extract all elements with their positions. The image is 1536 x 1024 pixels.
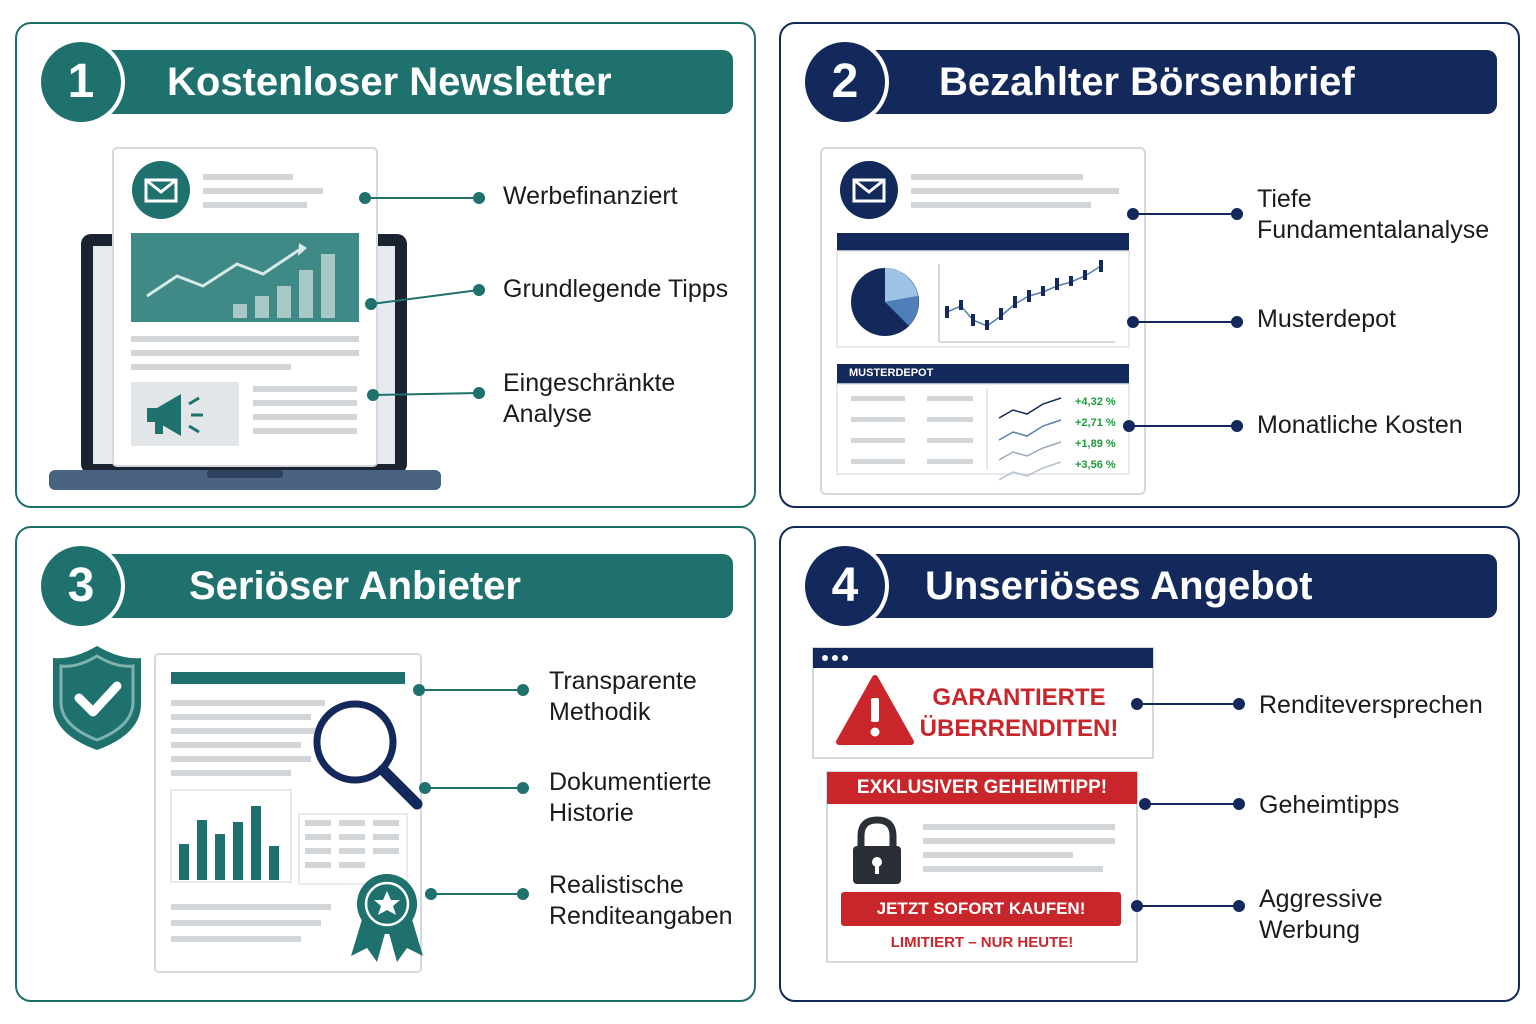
ad-headline [911, 682, 1127, 744]
headline-line: GARANTIERTE [932, 684, 1106, 711]
panel-title: Kostenloser Newsletter [77, 50, 733, 114]
step-number-badge [801, 38, 889, 126]
buy-now-button-label[interactable]: JETZT SOFORT KAUFEN! [876, 899, 1086, 918]
feature-label: Renditeversprechen [1259, 691, 1483, 719]
feature-label: Transparente Methodik [549, 667, 697, 726]
depot-header-label: MUSTERDEPOT [849, 367, 934, 379]
step-number: 1 [41, 42, 121, 122]
feature-label: Grundlegende Tipps [503, 275, 729, 303]
depot-returns [1075, 392, 1116, 476]
mail-icon [840, 161, 898, 219]
feature-label: Tiefe Fundamentalanalyse [1257, 185, 1490, 244]
headline-line: ÜBERRENDITEN! [919, 715, 1119, 742]
panel-reputable-provider [15, 526, 756, 1002]
panel-paid-letter [779, 22, 1520, 508]
limited-offer-text: LIMITIERT – NUR HEUTE! [890, 934, 1074, 951]
shield-check-icon [53, 646, 141, 750]
connectors [414, 685, 528, 899]
panel-title: Unseriöses Angebot [841, 554, 1497, 618]
step-number: 2 [805, 42, 885, 122]
feature-label: Aggressive Werbung [1259, 885, 1383, 944]
step-number: 4 [805, 546, 885, 626]
feature-label: Eingeschränkte Analyse [503, 369, 676, 428]
mail-icon [132, 161, 190, 219]
return-value: +3,56 % [1075, 459, 1116, 471]
feature-label: Werbefinanziert [503, 182, 678, 210]
panel-title: Seriöser Anbieter [77, 554, 733, 618]
feature-label: Monatliche Kosten [1257, 411, 1463, 439]
step-number-badge [801, 542, 889, 630]
feature-label: Dokumentierte Historie [549, 768, 712, 827]
return-value: +2,71 % [1075, 417, 1116, 429]
return-value: +1,89 % [1075, 438, 1116, 450]
step-number-badge [37, 38, 125, 126]
feature-label: Realistische Renditeangaben [549, 871, 733, 930]
panel-dubious-offer [779, 526, 1520, 1002]
step-number-badge [37, 542, 125, 630]
secret-tip-banner: EXKLUSIVER GEHEIMTIPP! [856, 777, 1108, 798]
return-value: +4,32 % [1075, 396, 1116, 408]
feature-label: Musterdepot [1257, 305, 1396, 333]
panel-free-newsletter [15, 22, 756, 508]
step-number: 3 [41, 546, 121, 626]
panel-title: Bezahlter Börsenbrief [841, 50, 1497, 114]
feature-label: Geheimtipps [1259, 791, 1400, 819]
